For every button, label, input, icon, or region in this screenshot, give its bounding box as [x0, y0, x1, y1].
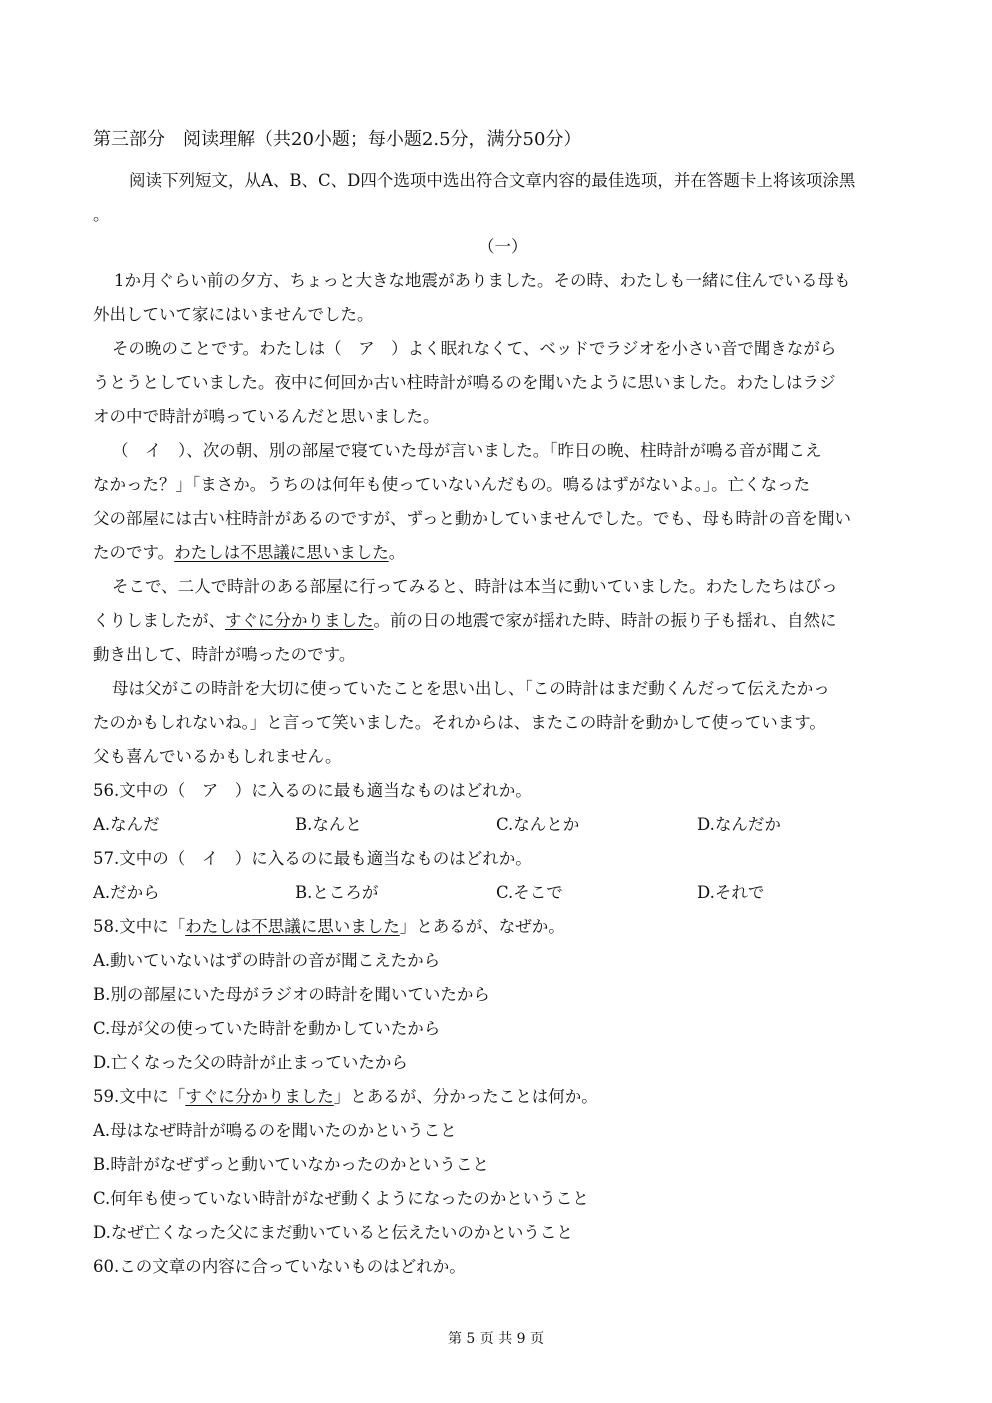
underlined-phrase: わたしは不思議に思いました — [174, 543, 389, 562]
q58-option-b[interactable]: B.別の部屋にいた母がラジオの時計を聞いていたから — [93, 985, 490, 1004]
q56-option-d[interactable]: D.なんだか — [697, 815, 781, 834]
page-footer: 第 5 页 共 9 页 — [447, 1331, 545, 1347]
text-segment: くりしましたが、 — [93, 611, 225, 630]
passage-number: （一） — [478, 237, 528, 256]
question-59-stem — [93, 1086, 598, 1108]
text-segment: 」とあるが、なぜか。 — [399, 917, 565, 936]
underlined-phrase: すぐに分かりました — [225, 611, 374, 630]
q58-option-a[interactable]: A.動いていないはずの時計の音が聞こえたから — [93, 951, 441, 970]
passage-line: たのかもしれないね。」と言って笑いました。それからは、またこの時計を動かして使っています。 — [93, 713, 826, 732]
passage-line: そこで、二人で時計のある部屋に行ってみると、時計は本当に動いていました。わたしたちはびっ — [112, 577, 838, 596]
passage-line: 父も喜んでいるかもしれません。 — [93, 747, 342, 766]
q58-option-d[interactable]: D.亡くなった父の時計が止まっていたから — [93, 1053, 408, 1072]
question-60-stem: 60.この文章の内容に合っていないものはどれか。 — [93, 1257, 466, 1276]
passage-line: 母は父がこの時計を大切に使っていたことを思い出し、「この時計はまだ動くんだって伝えたかっ — [112, 679, 830, 698]
passage-line — [93, 542, 405, 564]
section-heading: 第三部分 阅读理解（共20小题；每小题2.5分，满分50分） — [93, 129, 582, 150]
question-56-stem: 56.文中の（ ア ）に入るのに最も適当なものはどれか。 — [93, 781, 532, 800]
text-segment: 。 — [388, 543, 406, 562]
q57-option-c[interactable]: C.そこで — [496, 883, 563, 902]
passage-line: 父の部屋には古い柱時計があるのですが、ずっと動かしていませんでした。でも、母も時計の音を聞い — [93, 509, 852, 528]
underlined-phrase: わたしは不思議に思いました — [185, 917, 400, 936]
section-instruction: 阅读下列短文，从A、B、C、D四个选项中选出符合文章内容的最佳选项，并在答题卡上将该项涂黑 — [129, 171, 856, 190]
passage-line — [93, 610, 837, 632]
q59-option-c[interactable]: C.何年も使っていない時計がなぜ動くようになったのかということ — [93, 1189, 589, 1208]
q58-option-c[interactable]: C.母が父の使っていた時計を動かしていたから — [93, 1019, 441, 1038]
q57-option-b[interactable]: B.ところが — [295, 883, 379, 902]
q59-option-a[interactable]: A.母はなぜ時計が鳴るのを聞いたのかということ — [93, 1121, 457, 1140]
text-segment: たのです。 — [93, 543, 175, 562]
passage-line: 1か月ぐらい前の夕方、ちょっと大きな地震がありました。その時、わたしも一緒に住んでいる母も — [114, 271, 851, 290]
passage-line: 動き出して、時計が鳴ったのです。 — [93, 645, 356, 664]
q56-option-c[interactable]: C.なんとか — [496, 815, 580, 834]
q57-option-d[interactable]: D.それで — [697, 883, 765, 902]
q59-option-d[interactable]: D.なぜ亡くなった父にまだ動いていると伝えたいのかということ — [93, 1223, 573, 1242]
section-instruction-end: 。 — [93, 205, 110, 224]
underlined-phrase: すぐに分かりました — [185, 1087, 334, 1106]
q57-option-a[interactable]: A.だから — [93, 883, 160, 902]
passage-line: オの中で時計が鳴っているんだと思いました。 — [93, 407, 440, 426]
question-57-stem: 57.文中の（ イ ）に入るのに最も適当なものはどれか。 — [93, 849, 532, 868]
passage-line: なかった？」「まさか。うちのは何年も使っていないんだもの。鳴るはずがないよ。」。亡くなった — [93, 475, 811, 494]
text-segment: 58.文中に「 — [93, 917, 186, 936]
text-segment: 59.文中に「 — [93, 1087, 186, 1106]
text-segment: 。前の日の地震で家が揺れた時、時計の振り子も揺れ、自然に — [373, 611, 837, 630]
question-58-stem — [93, 916, 565, 938]
passage-line: 外出していて家にはいませんでした。 — [93, 305, 374, 324]
passage-line: うとうとしていました。夜中に何回か古い柱時計が鳴るのを聞いたように思いました。わたしはラジ — [93, 373, 836, 392]
passage-line: （ イ ）、次の朝、別の部屋で寝ていた母が言いました。「昨日の晩、柱時計が鳴る音が聞こえ — [112, 441, 822, 460]
text-segment: 」とあるが、分かったことは何か。 — [333, 1087, 598, 1106]
q56-option-b[interactable]: B.なんと — [295, 815, 362, 834]
q56-option-a[interactable]: A.なんだ — [93, 815, 160, 834]
q59-option-b[interactable]: B.時計がなぜずっと動いていなかったのかということ — [93, 1155, 489, 1174]
passage-line: その晩のことです。わたしは（ ア ）よく眠れなくて、ベッドでラジオを小さい音で聞きながら — [112, 339, 837, 358]
